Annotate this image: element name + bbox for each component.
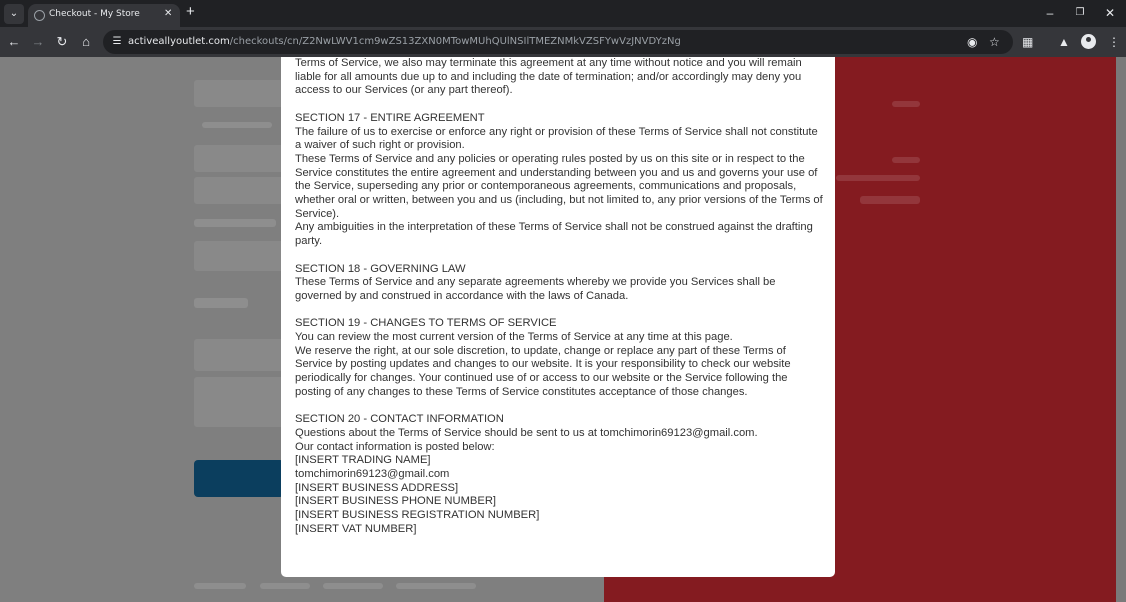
- section-heading: SECTION 18 - GOVERNING LAW: [295, 262, 466, 275]
- close-icon[interactable]: ✕: [164, 8, 173, 19]
- terms-paragraph: Terms of Service, we also may terminate this agreement at any time without notice and you will remain liable for all amounts due up to and including the date of termination; and/or accordingly may deny you access to our Services (or any part thereof).: [295, 57, 802, 97]
- footer-link: [323, 583, 383, 589]
- price-placeholder: [836, 175, 920, 181]
- section-heading: [194, 298, 248, 308]
- terms-paragraph: These Terms of Service and any policies or operating rules posted by us on this site or in respect to the Service constitutes the entire agreement and understanding between you and us and governs your use of the Service, superseding any prior or contemporaneous agreements, communications and proposals, whether oral or written, between you and us (including, but not limited to, any prior versions of the Terms of Service).: [295, 152, 823, 220]
- flask-icon[interactable]: ▲: [1058, 35, 1070, 49]
- profile-icon[interactable]: [1081, 34, 1096, 49]
- terms-paragraph: The failure of us to exercise or enforce any right or provision of these Terms of Service shall not constitute a waiver of such right or provision.: [295, 125, 818, 152]
- tab-strip: [0, 0, 1126, 27]
- tune-icon[interactable]: ☰: [112, 36, 122, 47]
- arrow-right-icon[interactable]: →: [31, 34, 45, 49]
- pay-now-button: [194, 460, 284, 497]
- restore-icon[interactable]: ❐: [1075, 7, 1085, 18]
- contact-line: [INSERT BUSINESS ADDRESS]: [295, 481, 459, 494]
- price-placeholder: [892, 101, 920, 107]
- footer-link: [260, 583, 310, 589]
- tab-title: Checkout - My Store: [49, 9, 140, 19]
- browser-toolbar: [0, 27, 1126, 57]
- page-content: [0, 57, 1126, 602]
- terms-text: [295, 57, 825, 537]
- terms-paragraph: Any ambiguities in the interpretation of these Terms of Service shall not be construed against the drafting party.: [295, 221, 813, 248]
- form-field: [194, 377, 284, 427]
- form-field: [194, 241, 284, 271]
- section-heading: [194, 219, 276, 227]
- kebab-menu-icon[interactable]: ⋮: [1108, 35, 1120, 49]
- minimize-icon[interactable]: –: [1046, 6, 1054, 20]
- contact-line: [INSERT BUSINESS REGISTRATION NUMBER]: [295, 509, 540, 522]
- globe-icon: [34, 10, 45, 21]
- section-heading: SECTION 17 - ENTIRE AGREEMENT: [295, 111, 485, 124]
- terms-paragraph: Our contact information is posted below:: [295, 440, 495, 453]
- form-field: [194, 339, 284, 371]
- form-field: [194, 145, 284, 172]
- home-icon[interactable]: ⌂: [82, 34, 90, 49]
- contact-line: [INSERT BUSINESS PHONE NUMBER]: [295, 495, 497, 508]
- chevron-down-icon[interactable]: ⌄: [4, 4, 24, 24]
- total-placeholder: [860, 196, 920, 204]
- terms-paragraph: You can review the most current version of the Terms of Service at any time at this page.: [295, 331, 733, 344]
- plus-icon[interactable]: +: [186, 3, 195, 20]
- form-field: [194, 177, 284, 204]
- star-icon[interactable]: ☆: [989, 35, 1000, 49]
- footer-link: [396, 583, 476, 589]
- puzzle-icon[interactable]: ▦: [1022, 35, 1034, 49]
- terms-paragraph: Questions about the Terms of Service should be sent to us at tomchimorin69123@gmail.com.: [295, 426, 758, 439]
- url-path: /checkouts/cn/Z2NwLWV1cm9wZS13ZXN0MTowMUhQUlNSIlTMEZNMkVZSFYwVzJNVDYzNg: [229, 36, 681, 47]
- contact-line: [INSERT TRADING NAME]: [295, 454, 431, 467]
- url-host: activeallyoutlet.com: [128, 36, 230, 47]
- terms-paragraph: We reserve the right, at our sole discretion, to update, change or replace any part of these Terms of Service by posting updates and changes to our website. It is your responsibility to check our website periodically for changes. Your continued use of or access to our website or the Service following the posting of any changes to these Terms of Service constitutes acceptance of those changes.: [295, 344, 791, 398]
- form-field: [194, 80, 284, 107]
- arrow-left-icon[interactable]: ←: [7, 34, 21, 49]
- close-window-icon[interactable]: ✕: [1104, 6, 1116, 20]
- contact-line: [INSERT VAT NUMBER]: [295, 522, 417, 535]
- contact-line: tomchimorin69123@gmail.com: [295, 468, 450, 481]
- terms-of-service-modal: [281, 57, 835, 577]
- section-heading: SECTION 20 - CONTACT INFORMATION: [295, 413, 504, 426]
- address-bar[interactable]: [103, 30, 1013, 54]
- terms-paragraph: These Terms of Service and any separate agreements whereby we provide you Services shall be governed by and construed in accordance with the laws of Canada.: [295, 276, 776, 302]
- eye-off-icon[interactable]: ◉: [967, 35, 978, 49]
- page-scrollbar[interactable]: [1116, 57, 1126, 602]
- tab-checkout[interactable]: [28, 4, 180, 27]
- price-placeholder: [892, 157, 920, 163]
- footer-link: [194, 583, 246, 589]
- reload-icon[interactable]: ↻: [56, 34, 68, 49]
- placeholder-line: [202, 122, 272, 128]
- section-heading: SECTION 19 - CHANGES TO TERMS OF SERVICE: [295, 317, 557, 330]
- url-text[interactable]: [128, 36, 681, 47]
